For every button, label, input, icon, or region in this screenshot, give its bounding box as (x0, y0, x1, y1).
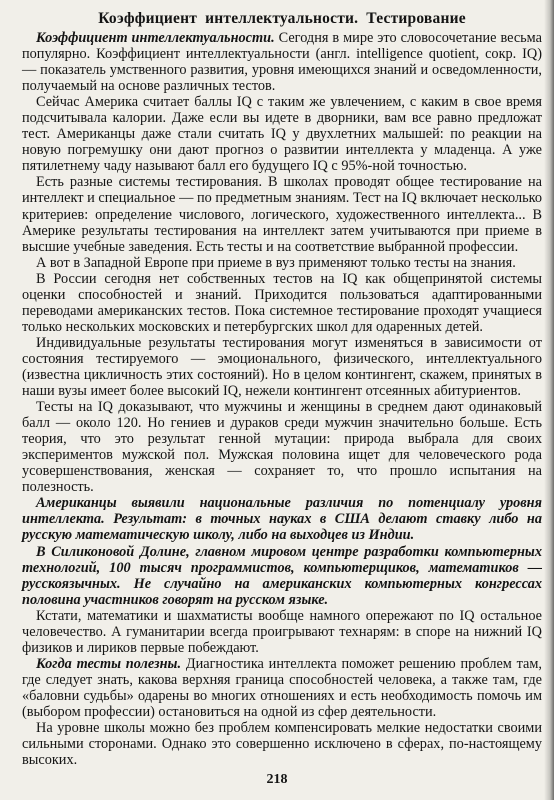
paragraph-9: В Силиконовой Долине, главном мировом центре разработки компьютерных технологий, 100 тысяч программистов, компьютерщиков, математиков — русскоязычных. Не случайно на американских компьютерных конгрессах половина участников говорят на русском языке. (22, 543, 542, 608)
paragraph-6: Индивидуальные результаты тестирования могут изменяться в зависимости от состояния тестируемого — эмоционального, физического, интеллектуального (известна цикличность этих состояний). Но в целом контингент, скажем, принятых в наши вузы имеет более высокий IQ, нежели контингент отсеянных абитуриентов. (22, 334, 542, 400)
paragraph-text: Диагностика интеллекта поможет решению проблем там, где следует знать, какова верхняя граница способностей человека, а также там, где «баловни судьбы» одарены во многих отношениях и есть необходимость помочь им (выбором профессии) остановиться на одной из сфер деятельности. (22, 655, 542, 720)
paragraph-10: Кстати, математики и шахматисты вообще намного опережают по IQ остальное человечество. А гуманитарии всегда проигрывают технарям: в споре на нижний IQ физиков и лириков первые побеждают. (22, 607, 542, 656)
page-title: Коэффициент интеллектуальности. Тестирование (98, 10, 466, 27)
paragraph-8: Американцы выявили национальные различия по потенциалу уровня интеллекта. Результат: в точных науках в США делают ставку либо на русскую математическую школу, либо на выходцев из Индии. (22, 495, 542, 544)
paragraph-lead: Когда тесты полезны. (36, 655, 182, 672)
paragraph-text: Сегодня в мире это словосочетание весьма популярно. Коэффициент интеллектуальности (англ. intelligence quotient, сокр. IQ) — показатель умственного развития, уровня имеющихся знаний и осведомленности, получаемый на основе различных тестов. (22, 30, 542, 95)
book-spine-shadow (544, 0, 554, 800)
paragraph-7: Тесты на IQ доказывают, что мужчины и женщины в среднем дают одинаковый балл — около 120. Но гениев и дураков среди мужчин значительно больше. Есть теория, что это результат генной мутации: природа выбрала для своих экспериментов мужской пол. Мужская половина ищет для человеческого рода усовершенствования, женская — сохраняет то, что прошло испытания на полезность. (22, 399, 542, 496)
paragraph-5: В России сегодня нет собственных тестов на IQ как общепринятой системы оценки способностей и знаний. Приходится пользоваться адаптированными переводами американских тестов. Пока системное тестирование проходят учащиеся только нескольких московских и петербургских школ для одаренных детей. (22, 270, 542, 335)
paragraph-3: Есть разные системы тестирования. В школах проводят общее тестирование на интеллект и специальное — по предметным знаниям. Тест на IQ включает несколько критериев: определение числового, логического, художественного интеллекта... В Америке результаты тестирования на интеллект затем учитываются при приеме в высшие учебные заведения. Есть тесты и на соответствие выбранной профессии. (22, 174, 542, 255)
paragraph-1 (22, 30, 542, 94)
paragraph-12: На уровне школы можно без проблем компенсировать мелкие недостатки своими сильными сторонами. Однако это совершенно исключено в сферах, по-настоящему высоких. (22, 720, 542, 769)
page-number: 218 (266, 772, 288, 787)
paragraph-lead: Коэффициент интеллектуальности. (36, 30, 275, 46)
paragraph-11 (22, 656, 542, 720)
page-body (22, 30, 542, 768)
paragraph-2: Сейчас Америка считает баллы IQ с таким же увлечением, с каким в свое время подсчитывала калории. Даже если вы идете в дворники, вам все равно предложат тест. Американцы даже стали считать IQ у двухлетних малышей: по реакции на новую погремушку они дают прогноз о развитии интеллекта у младенца. А уже пятилетнему чаду называют балл его будущего IQ с 95%-ной точностью. (22, 94, 542, 175)
paragraph-4: А вот в Западной Европе при приеме в вуз применяют только тесты на знания. (36, 254, 516, 271)
